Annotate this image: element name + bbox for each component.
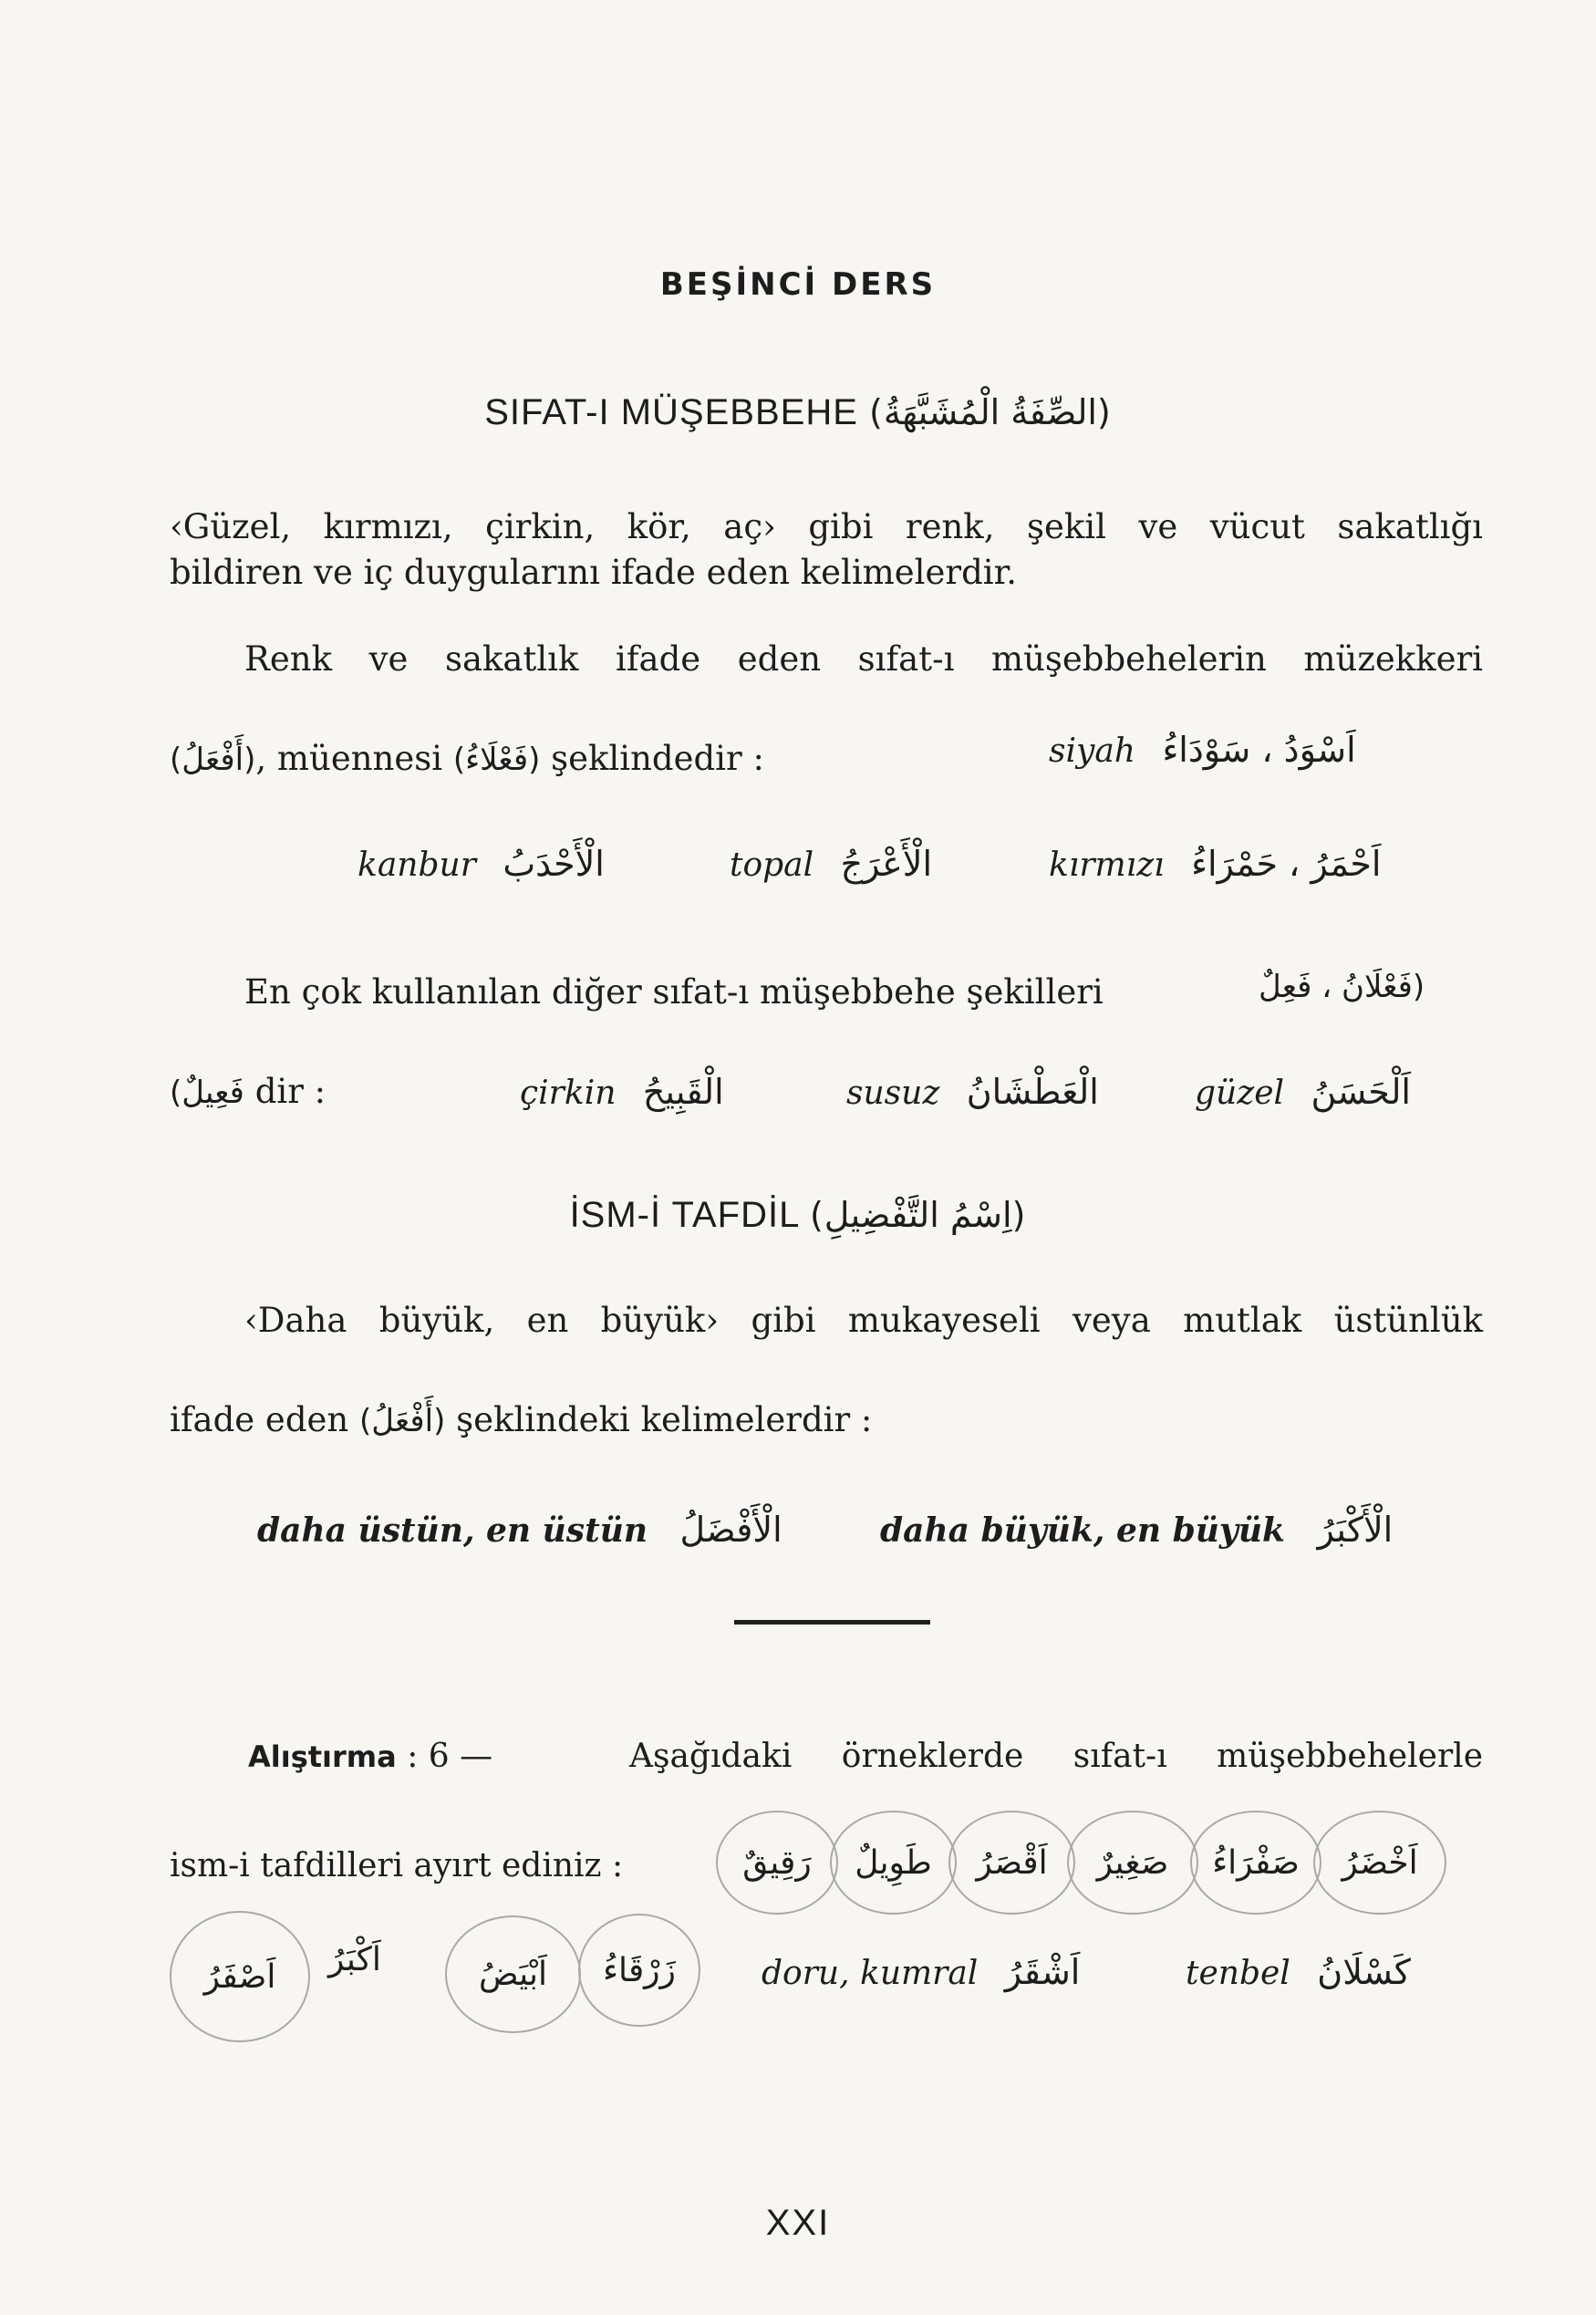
section-heading-musebbehe (0, 392, 1596, 433)
paragraph-line: bildiren ve iç duygularını ifade eden kelimelerdir. (170, 553, 1017, 592)
example-arabic: الْأَفْضَلُ (679, 1510, 782, 1550)
exercise-word: اَكْبَرُ (328, 1941, 381, 1978)
heading-text: İSM-İ TAFDİL (569, 1195, 799, 1235)
example-item (1049, 730, 1356, 770)
example-arabic: اَشْقَرُ (1004, 1952, 1081, 1992)
example-arabic: اَحْمَرُ ، حَمْرَاءُ (1191, 844, 1382, 884)
page-number: XXI (765, 2203, 831, 2243)
exercise-heading (248, 1738, 492, 1775)
lesson-title: BEŞİNCİ DERS (659, 266, 937, 303)
example-arabic: اَلْحَسَنُ (1311, 1072, 1411, 1112)
other-forms-text: En çok kullanılan diğer sıfat-ı müşebbehe şekilleri (244, 972, 1104, 1012)
example-item (1186, 1952, 1411, 1992)
example-item (762, 1952, 1080, 1992)
heading-arabic: (الصِّفَةُ الْمُشَبَّهَةُ) (869, 392, 1112, 432)
example-arabic: الْقَبِيحُ (642, 1072, 724, 1112)
pattern-suffix: şeklindedir : (551, 739, 764, 778)
circled-word: طَوِيلٌ (830, 1811, 957, 1915)
arabic-pattern: (أَفْعَلُ) (170, 742, 256, 778)
pattern-line (170, 1072, 326, 1111)
circled-word: اَبْيَضُ (445, 1915, 581, 2033)
circled-word: صَغِيرٌ (1067, 1811, 1198, 1915)
pattern-suffix: şeklindeki kelimelerdir : (456, 1400, 873, 1439)
example-item (730, 844, 932, 884)
arabic-pattern: (فَعْلَاءُ) (452, 742, 541, 778)
paragraph-line: Renk ve sakatlık ifade eden sıfat-ı müşebbehelerin müzekkeri (244, 639, 1483, 679)
pattern-text: ifade eden (170, 1400, 349, 1439)
example-arabic: الْأَعْرَجُ (840, 844, 933, 884)
example-arabic: الْأَحْدَبُ (503, 844, 605, 884)
example-item (257, 1510, 782, 1550)
pattern-line (170, 739, 764, 778)
example-meaning: daha üstün, en üstün (257, 1511, 648, 1550)
example-item (846, 1072, 1099, 1112)
paragraph-line: ‹Daha büyük, en büyük› gibi mukayeseli veya mutlak üstünlük (244, 1301, 1483, 1340)
section-heading-tafdil (0, 1195, 1596, 1236)
example-meaning: güzel (1195, 1074, 1285, 1112)
heading-arabic: (اِسْمُ التَّفْضِيلِ) (809, 1195, 1027, 1235)
circled-word: رَقِيقٌ (716, 1811, 838, 1915)
exercise-instruction: Aşağıdaki örneklerde sıfat-ı müşebbehelerle (629, 1738, 1483, 1775)
circled-word: اَخْضَرُ (1313, 1811, 1446, 1915)
example-meaning: kırmızı (1049, 846, 1165, 884)
example-arabic: اَسْوَدُ ، سَوْدَاءُ (1162, 730, 1356, 770)
example-meaning: kanbur (358, 846, 476, 884)
example-arabic: كَسْلَانُ (1317, 1952, 1411, 1992)
example-item (358, 844, 605, 884)
pattern-suffix: dir : (254, 1072, 326, 1111)
paragraph-line: ‹Güzel, kırmızı, çirkin, kör, aç› gibi renk, şekil ve vücut sakatlığı (170, 507, 1483, 546)
heading-text: SIFAT-I MÜŞEBBEHE (484, 392, 858, 432)
pattern-text: , müennesi (255, 739, 443, 778)
example-meaning: topal (730, 846, 814, 884)
example-meaning: daha büyük, en büyük (880, 1511, 1285, 1550)
example-arabic: الْعَطْشَانُ (966, 1072, 1099, 1112)
example-item (520, 1072, 724, 1112)
exercise-label: Alıştırma (248, 1739, 397, 1774)
pattern-line (170, 1400, 872, 1439)
exercise-number: : 6 — (407, 1738, 493, 1775)
section-divider (734, 1620, 930, 1625)
example-item (1195, 1072, 1411, 1112)
paragraph-line (244, 967, 1104, 1018)
example-meaning: siyah (1049, 732, 1135, 770)
circled-word: اَقْصَرُ (948, 1811, 1075, 1915)
circled-word: زَرْقَاءُ (578, 1914, 700, 2027)
arabic-pattern: (فَعْلَانُ ، فَعِلٌ (1259, 969, 1425, 1005)
arabic-pattern: فَعِيلٌ) (170, 1074, 244, 1111)
example-item (880, 1510, 1393, 1550)
example-meaning: çirkin (520, 1074, 617, 1112)
circled-word: اَصْفَرُ (170, 1911, 310, 2042)
example-item (1049, 844, 1381, 884)
example-meaning: doru, kumral (762, 1955, 979, 1992)
exercise-instruction: ism-i tafdilleri ayırt ediniz : (170, 1847, 624, 1884)
arabic-pattern: (أَفْعَلُ) (359, 1403, 446, 1439)
example-meaning: susuz (846, 1074, 940, 1112)
example-meaning: tenbel (1186, 1955, 1290, 1992)
circled-word: صَفْرَاءُ (1190, 1811, 1321, 1915)
example-arabic: الْأَكْبَرُ (1317, 1510, 1394, 1550)
